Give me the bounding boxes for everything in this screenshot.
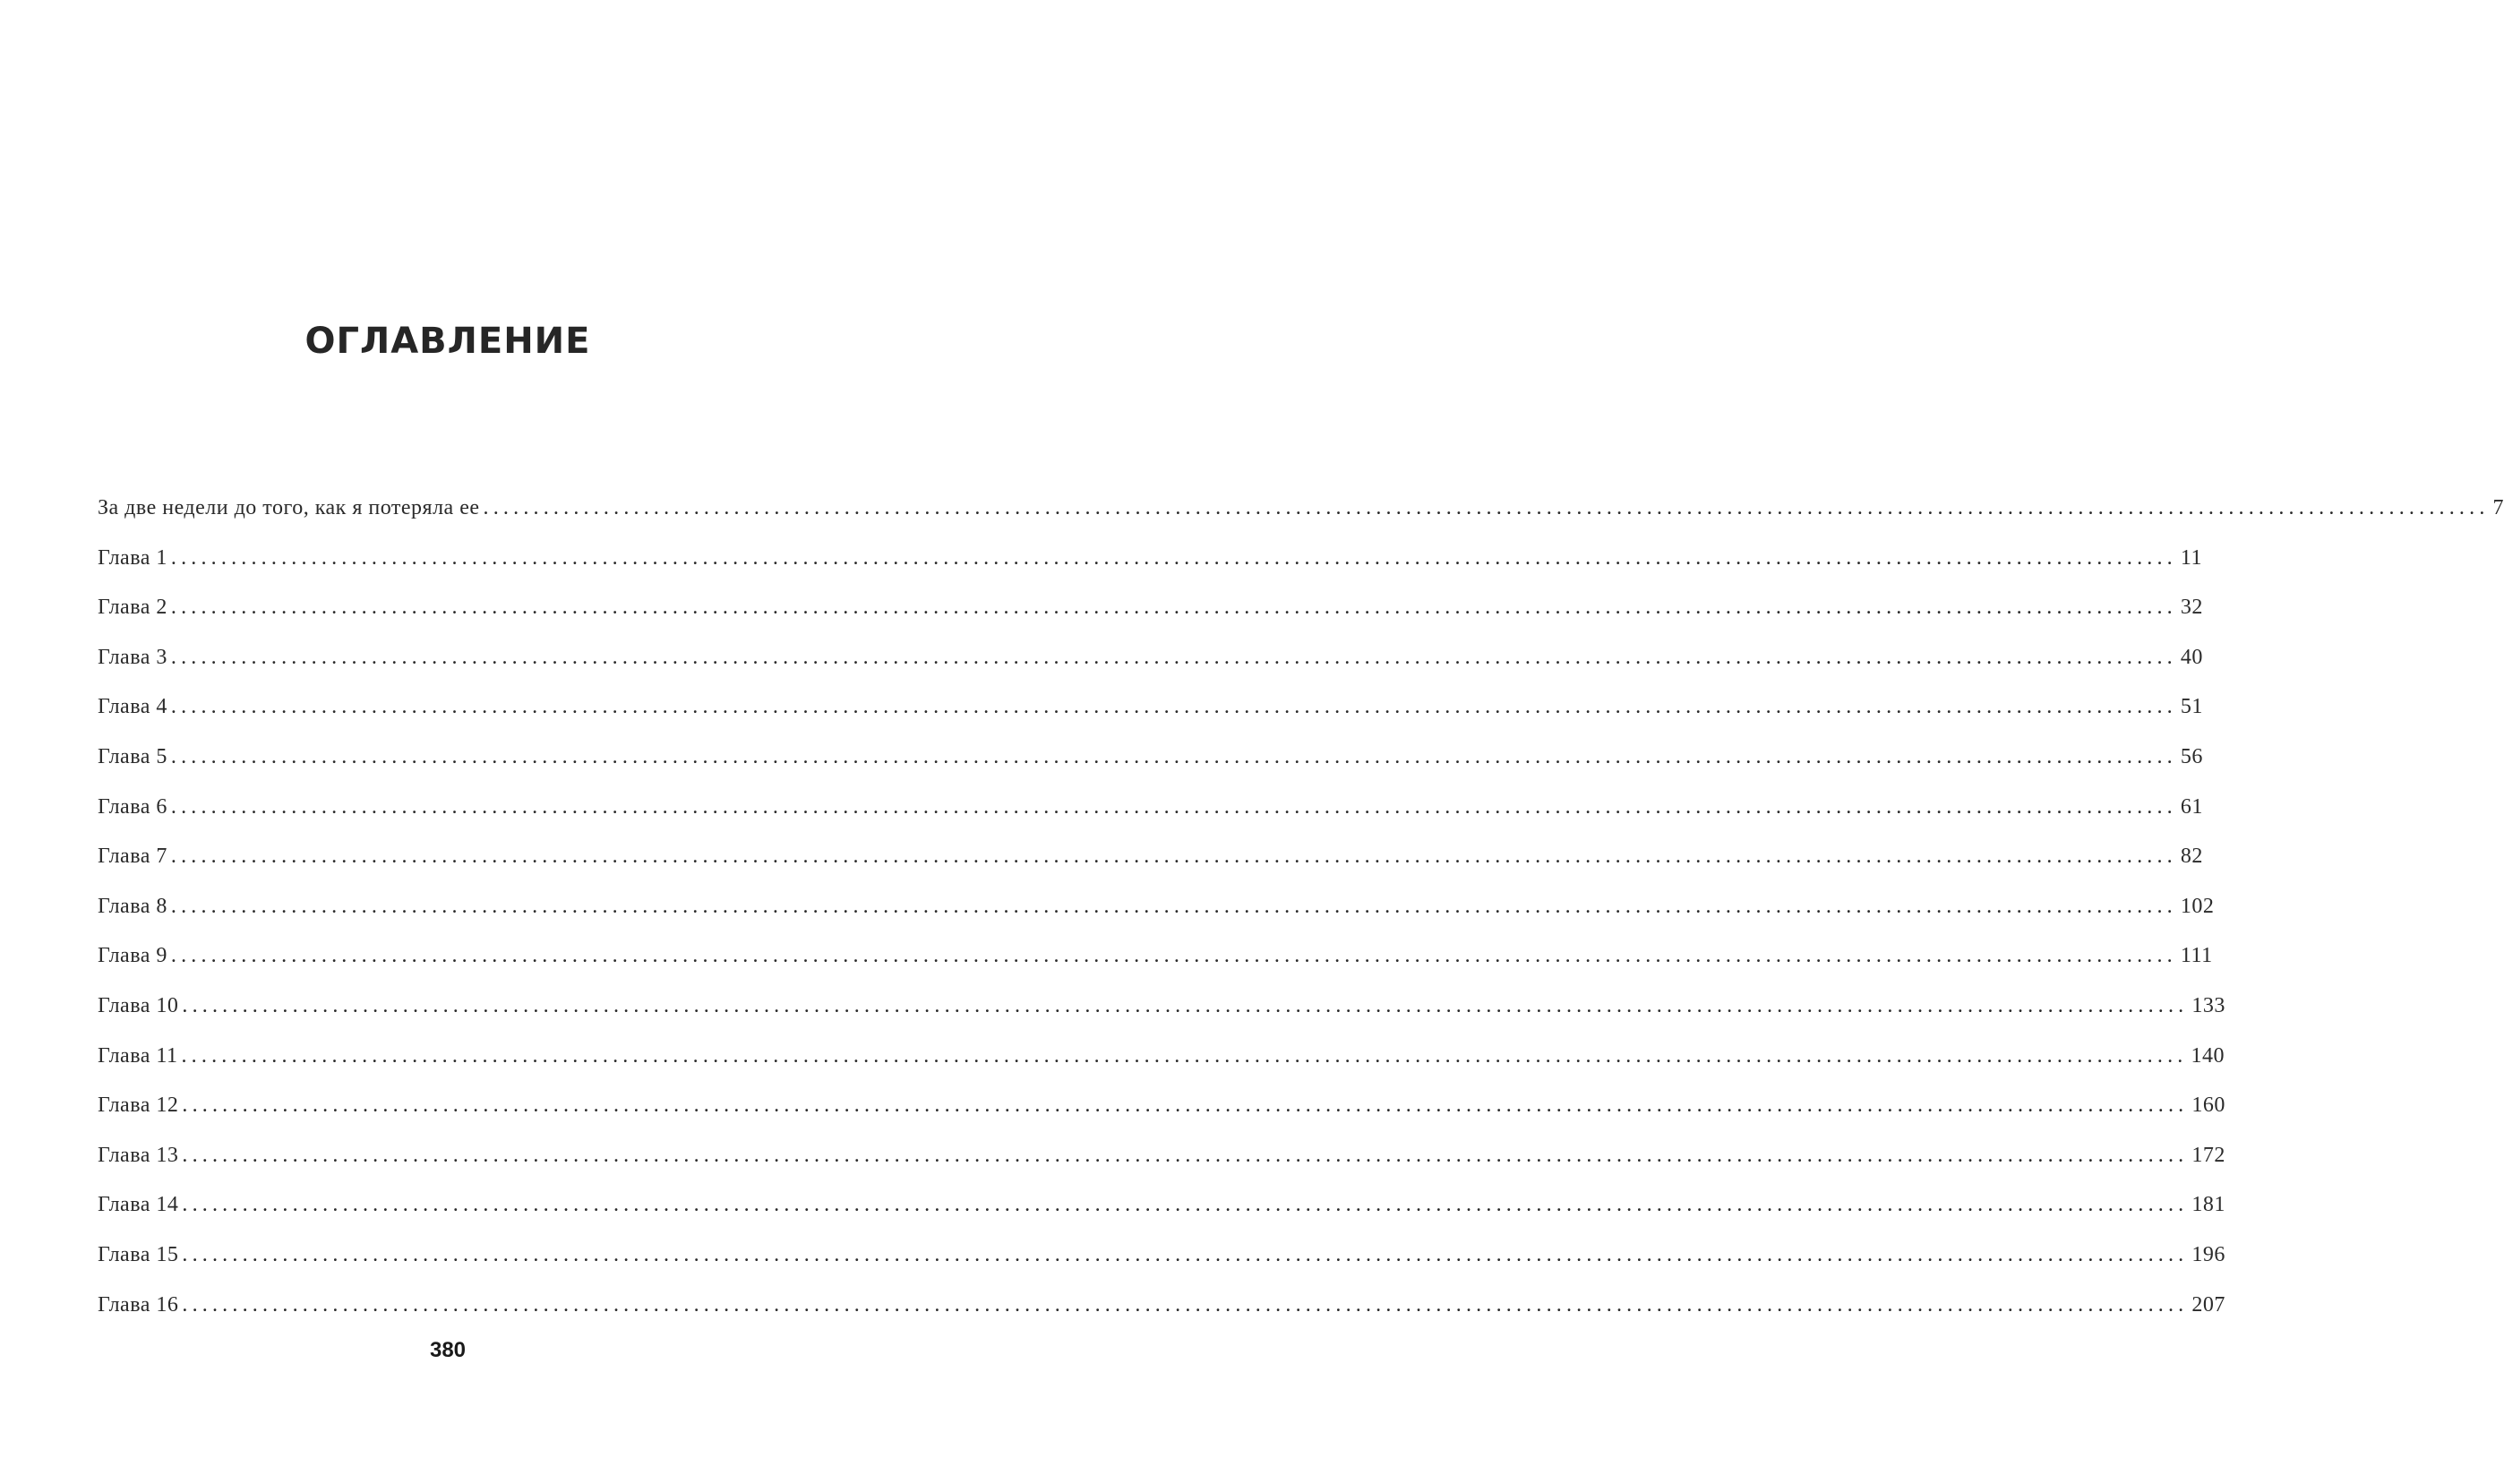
toc-entry[interactable]: [98, 1292, 2225, 1343]
toc-entry-page: 111: [2180, 944, 2213, 968]
toc-entry[interactable]: [98, 545, 2202, 596]
toc-entry-title: Глава 13: [98, 1143, 179, 1167]
toc-entry-page: 207: [2191, 1292, 2225, 1317]
dot-leader: ........................................................................................................................................................................................................: [170, 744, 2177, 768]
dot-leader: ........................................................................................................................................................................................................: [170, 645, 2177, 669]
toc-entry[interactable]: [98, 845, 2203, 895]
toc-entry-page: 160: [2191, 1094, 2225, 1118]
toc-entry-title: Глава 12: [98, 1094, 179, 1118]
dot-leader: ........................................................................................................................................................................................................: [170, 596, 2177, 620]
page-title: ОГЛАВЛЕНИЕ: [304, 321, 591, 362]
toc-entry-page: 51: [2180, 695, 2203, 719]
toc-entry-title: Глава 7: [98, 845, 167, 869]
toc-entry-page: 133: [2191, 993, 2225, 1017]
toc-entry-page: 11: [2180, 545, 2202, 570]
dot-leader: ........................................................................................................................................................................................................: [182, 1193, 2189, 1217]
toc-entry[interactable]: [98, 1094, 2225, 1144]
toc-entry-title: Глава 8: [98, 894, 167, 918]
dot-leader: ........................................................................................................................................................................................................: [170, 545, 2177, 570]
toc-entry-title: Глава 11: [98, 1043, 178, 1068]
toc-entry[interactable]: [98, 496, 2504, 546]
dot-leader: ........................................................................................................................................................................................................: [483, 496, 2490, 519]
toc-entry-page: 172: [2191, 1143, 2225, 1167]
dot-leader: ........................................................................................................................................................................................................: [170, 695, 2177, 719]
toc-entry[interactable]: [98, 1193, 2225, 1243]
toc-entry-title: Глава 16: [98, 1292, 179, 1317]
toc-entry[interactable]: [98, 944, 2213, 994]
toc-entry-page: 196: [2191, 1242, 2225, 1266]
toc-entry-page: 102: [2180, 894, 2215, 918]
toc-entry[interactable]: [98, 645, 2203, 696]
page-number: 380: [429, 1338, 467, 1362]
toc-entry-title: Глава 5: [98, 744, 167, 768]
toc-entry-page: 56: [2180, 744, 2203, 768]
dot-leader: ........................................................................................................................................................................................................: [170, 944, 2177, 968]
toc-entry[interactable]: [98, 794, 2203, 845]
toc-entry[interactable]: [98, 1143, 2225, 1194]
dot-leader: ........................................................................................................................................................................................................: [182, 1242, 2189, 1266]
toc-entry[interactable]: [98, 1242, 2225, 1293]
dot-leader: ........................................................................................................................................................................................................: [182, 993, 2189, 1017]
toc-entry-title: Глава 10: [98, 993, 179, 1017]
toc-entry-title: Глава 1: [98, 545, 167, 570]
toc-entry[interactable]: [98, 695, 2203, 745]
toc-entry-title: Глава 3: [98, 645, 167, 669]
dot-leader: ........................................................................................................................................................................................................: [170, 894, 2177, 918]
toc-entry-page: 140: [2191, 1043, 2225, 1068]
toc-entry-page: 32: [2180, 596, 2203, 620]
toc-entry-title: Глава 14: [98, 1193, 179, 1217]
toc-entry-title: Глава 9: [98, 944, 167, 968]
dot-leader: ........................................................................................................................................................................................................: [170, 794, 2177, 819]
toc-entry[interactable]: [98, 744, 2203, 795]
dot-leader: ........................................................................................................................................................................................................: [182, 1094, 2189, 1118]
toc-entry-title: Глава 15: [98, 1242, 179, 1266]
toc-entry-title: Глава 4: [98, 695, 167, 719]
toc-entry-page: 82: [2180, 845, 2203, 869]
dot-leader: ........................................................................................................................................................................................................: [181, 1043, 2188, 1068]
toc-entry-page: 181: [2191, 1193, 2225, 1217]
dot-leader: ........................................................................................................................................................................................................: [182, 1292, 2189, 1317]
table-of-contents: [98, 496, 2504, 1342]
toc-entry-title: Глава 2: [98, 596, 167, 620]
dot-leader: ........................................................................................................................................................................................................: [182, 1143, 2189, 1167]
toc-entry[interactable]: [98, 993, 2225, 1044]
toc-entry-title: За две недели до того, как я потеряла ее: [98, 496, 480, 519]
toc-entry-page: 7: [2492, 496, 2504, 519]
toc-entry[interactable]: [98, 596, 2203, 646]
toc-entry[interactable]: [98, 1043, 2225, 1094]
toc-entry-page: 40: [2180, 645, 2203, 669]
dot-leader: ........................................................................................................................................................................................................: [170, 845, 2177, 869]
toc-entry-page: 61: [2180, 794, 2203, 819]
toc-entry-title: Глава 6: [98, 794, 167, 819]
toc-entry[interactable]: [98, 894, 2215, 945]
